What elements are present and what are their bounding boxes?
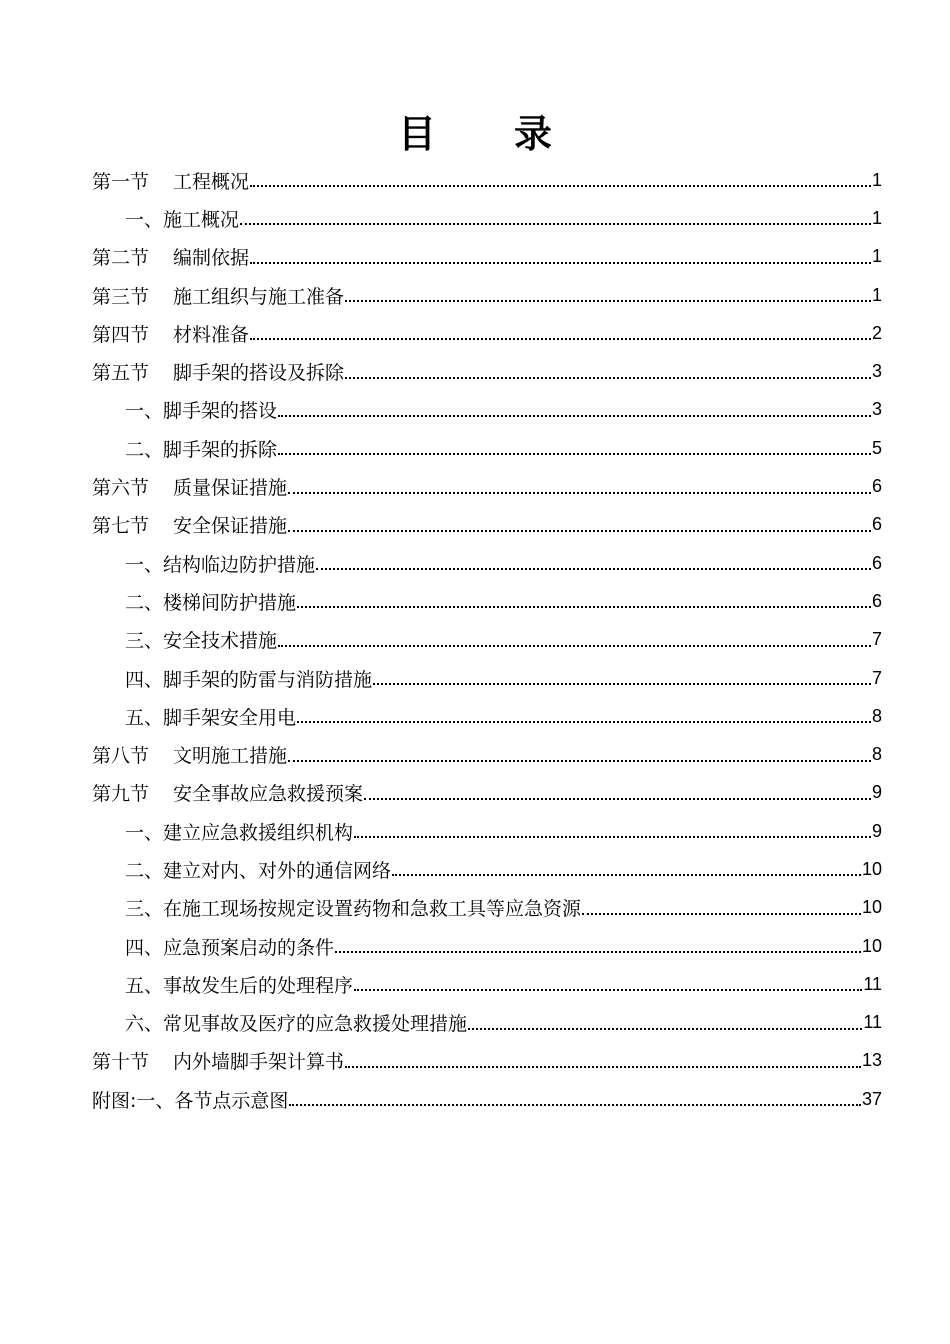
toc-dot-leader <box>288 514 871 536</box>
toc-dot-leader <box>345 284 871 306</box>
toc-entry[interactable] <box>92 965 882 1003</box>
toc-entry[interactable] <box>92 1042 882 1080</box>
toc-dot-leader <box>289 1088 861 1110</box>
toc-page-number: 3 <box>871 399 882 420</box>
toc-entry-text: 五、事故发生后的处理程序 <box>125 974 354 997</box>
toc-dot-leader <box>582 897 861 919</box>
toc-entry-text: 二、建立对内、对外的通信网络 <box>125 859 392 882</box>
toc-entry-label <box>125 550 315 577</box>
toc-entry-label <box>92 741 287 768</box>
toc-entry[interactable] <box>92 199 882 237</box>
toc-dot-leader <box>354 820 871 842</box>
toc-entry-text: 二、楼梯间防护措施 <box>125 591 297 614</box>
toc-section-number: 第四节 <box>92 323 150 346</box>
toc-dot-leader <box>316 552 871 574</box>
toc-dot-leader <box>250 246 871 268</box>
toc-entry[interactable] <box>92 391 882 429</box>
toc-entry-text: 六、常见事故及医疗的应急救援处理措施 <box>125 1013 468 1036</box>
toc-entry-text: 安全事故应急救援预案 <box>173 783 364 806</box>
toc-page-number: 6 <box>871 476 882 497</box>
toc-entry[interactable] <box>92 276 882 314</box>
toc-entry[interactable] <box>92 429 882 467</box>
toc-page-number: 7 <box>871 667 882 688</box>
toc-entry-label <box>125 856 391 883</box>
toc-entry[interactable] <box>92 889 882 927</box>
toc-entry-label <box>92 511 287 538</box>
toc-entry-text: 文明施工措施 <box>173 745 288 768</box>
toc-entry-text: 二、脚手架的拆除 <box>125 438 278 461</box>
toc-section-number: 第二节 <box>92 247 150 270</box>
toc-entry-text: 三、在施工现场按规定设置药物和急救工具等应急资源 <box>125 898 582 921</box>
toc-page-number: 13 <box>861 1050 882 1071</box>
toc-entry[interactable] <box>92 352 882 390</box>
toc-page-number: 3 <box>871 361 882 382</box>
toc-dot-leader <box>354 973 862 995</box>
toc-entry-text: 五、脚手架安全用电 <box>125 706 297 729</box>
toc-page-number: 8 <box>871 705 882 726</box>
toc-page-number: 1 <box>871 284 882 305</box>
toc-page-number: 37 <box>861 1088 882 1109</box>
toc-section-number: 第一节 <box>92 170 150 193</box>
toc-entry-text: 四、应急预案启动的条件 <box>125 936 335 959</box>
toc-entry[interactable] <box>92 735 882 773</box>
page-title <box>0 108 950 160</box>
toc-dot-leader <box>278 437 871 459</box>
toc-dot-leader <box>392 858 861 880</box>
toc-entry-label <box>125 665 372 692</box>
toc-page-number: 10 <box>861 858 882 879</box>
toc-dot-leader <box>297 590 871 612</box>
toc-entry[interactable] <box>92 774 882 812</box>
toc-entry-label <box>92 358 344 385</box>
toc-entry-label <box>92 779 363 806</box>
toc-entry-label <box>92 1047 344 1074</box>
toc-entry-label <box>125 205 239 232</box>
toc-entry[interactable] <box>92 544 882 582</box>
toc-entry-label <box>92 1086 288 1113</box>
toc-dot-leader <box>250 169 871 191</box>
toc-page-number: 11 <box>863 973 882 994</box>
toc-entry[interactable] <box>92 1080 882 1118</box>
toc-section-number: 第三节 <box>92 285 150 308</box>
toc-section-number: 第七节 <box>92 515 150 538</box>
toc-dot-leader <box>278 399 871 421</box>
toc-page-number: 1 <box>871 207 882 228</box>
toc-entry[interactable] <box>92 812 882 850</box>
toc-entry[interactable] <box>92 1004 882 1042</box>
toc-dot-leader <box>335 935 861 957</box>
toc-entry[interactable] <box>92 850 882 888</box>
toc-entry-label <box>125 971 353 998</box>
toc-entry[interactable] <box>92 467 882 505</box>
toc-entry-text: 工程概况 <box>173 170 250 193</box>
toc-dot-leader <box>373 667 871 689</box>
toc-page-number: 2 <box>871 322 882 343</box>
toc-entry-text: 一、结构临边防护措施 <box>125 553 316 576</box>
toc-entry-text: 安全保证措施 <box>173 515 288 538</box>
toc-dot-leader <box>278 629 871 651</box>
toc-entry-text: 附图:一、各节点示意图 <box>92 1089 289 1112</box>
title-char-2: 录 <box>514 111 553 156</box>
toc-entry-text: 四、脚手架的防雷与消防措施 <box>125 668 373 691</box>
toc-entry-text: 施工组织与施工准备 <box>173 285 345 308</box>
toc-entry-label <box>92 473 287 500</box>
toc-page-number: 9 <box>871 782 882 803</box>
toc-page-number: 10 <box>861 935 882 956</box>
toc-page-number: 11 <box>863 1012 882 1033</box>
toc-dot-leader <box>297 705 871 727</box>
toc-entry[interactable] <box>92 621 882 659</box>
toc-entry-label <box>125 626 277 653</box>
toc-entry-text: 三、安全技术措施 <box>125 630 278 653</box>
toc-entry-text: 一、施工概况 <box>125 208 240 231</box>
toc-page-number: 5 <box>871 437 882 458</box>
toc-section-number: 第六节 <box>92 477 150 500</box>
toc-page-number: 6 <box>871 514 882 535</box>
toc-page-number: 1 <box>871 169 882 190</box>
toc-entry-label <box>125 435 277 462</box>
toc-entry[interactable] <box>92 582 882 620</box>
toc-entry-text: 质量保证措施 <box>173 477 288 500</box>
toc-section-number: 第五节 <box>92 362 150 385</box>
toc-entry[interactable] <box>92 314 882 352</box>
toc-entry[interactable] <box>92 927 882 965</box>
toc-entry[interactable] <box>92 659 882 697</box>
toc-page-number: 1 <box>871 246 882 267</box>
toc-entry-text: 一、脚手架的搭设 <box>125 400 278 423</box>
toc-dot-leader <box>288 744 871 766</box>
toc-page-number: 9 <box>871 820 882 841</box>
toc-entry[interactable] <box>92 238 882 276</box>
toc-entry-label <box>125 818 353 845</box>
toc-section-number: 第九节 <box>92 783 150 806</box>
toc-entry-label <box>92 282 344 309</box>
toc-dot-leader <box>250 322 871 344</box>
toc-dot-leader <box>345 1050 861 1072</box>
toc-dot-leader <box>240 207 871 229</box>
toc-page-number: 6 <box>871 552 882 573</box>
toc-entry[interactable] <box>92 506 882 544</box>
toc-entry-label <box>92 320 249 347</box>
toc-entry[interactable] <box>92 697 882 735</box>
toc-entry-label <box>125 396 277 423</box>
toc-page-number: 7 <box>871 629 882 650</box>
toc-page-number: 10 <box>861 897 882 918</box>
toc-entry-label <box>92 167 249 194</box>
toc-entry-label <box>125 894 581 921</box>
toc-entry-label <box>125 588 296 615</box>
toc-entry-text: 材料准备 <box>173 323 250 346</box>
toc-section-number: 第十节 <box>92 1051 150 1074</box>
toc-dot-leader <box>288 476 871 498</box>
toc-dot-leader <box>468 1012 862 1034</box>
toc-entry-label <box>125 1009 467 1036</box>
toc-page-number: 8 <box>871 744 882 765</box>
toc-entry[interactable] <box>92 161 882 199</box>
toc-entry-label <box>92 243 249 270</box>
toc-entry-text: 编制依据 <box>173 247 250 270</box>
table-of-contents <box>92 161 882 1118</box>
toc-dot-leader <box>364 782 871 804</box>
toc-entry-text: 一、建立应急救援组织机构 <box>125 821 354 844</box>
toc-section-number: 第八节 <box>92 745 150 768</box>
toc-entry-label <box>125 933 334 960</box>
toc-dot-leader <box>345 361 871 383</box>
toc-entry-label <box>125 703 296 730</box>
toc-entry-text: 脚手架的搭设及拆除 <box>173 362 345 385</box>
toc-page-number: 6 <box>871 590 882 611</box>
title-char-1: 目 <box>397 111 436 156</box>
toc-entry-text: 内外墙脚手架计算书 <box>173 1051 345 1074</box>
